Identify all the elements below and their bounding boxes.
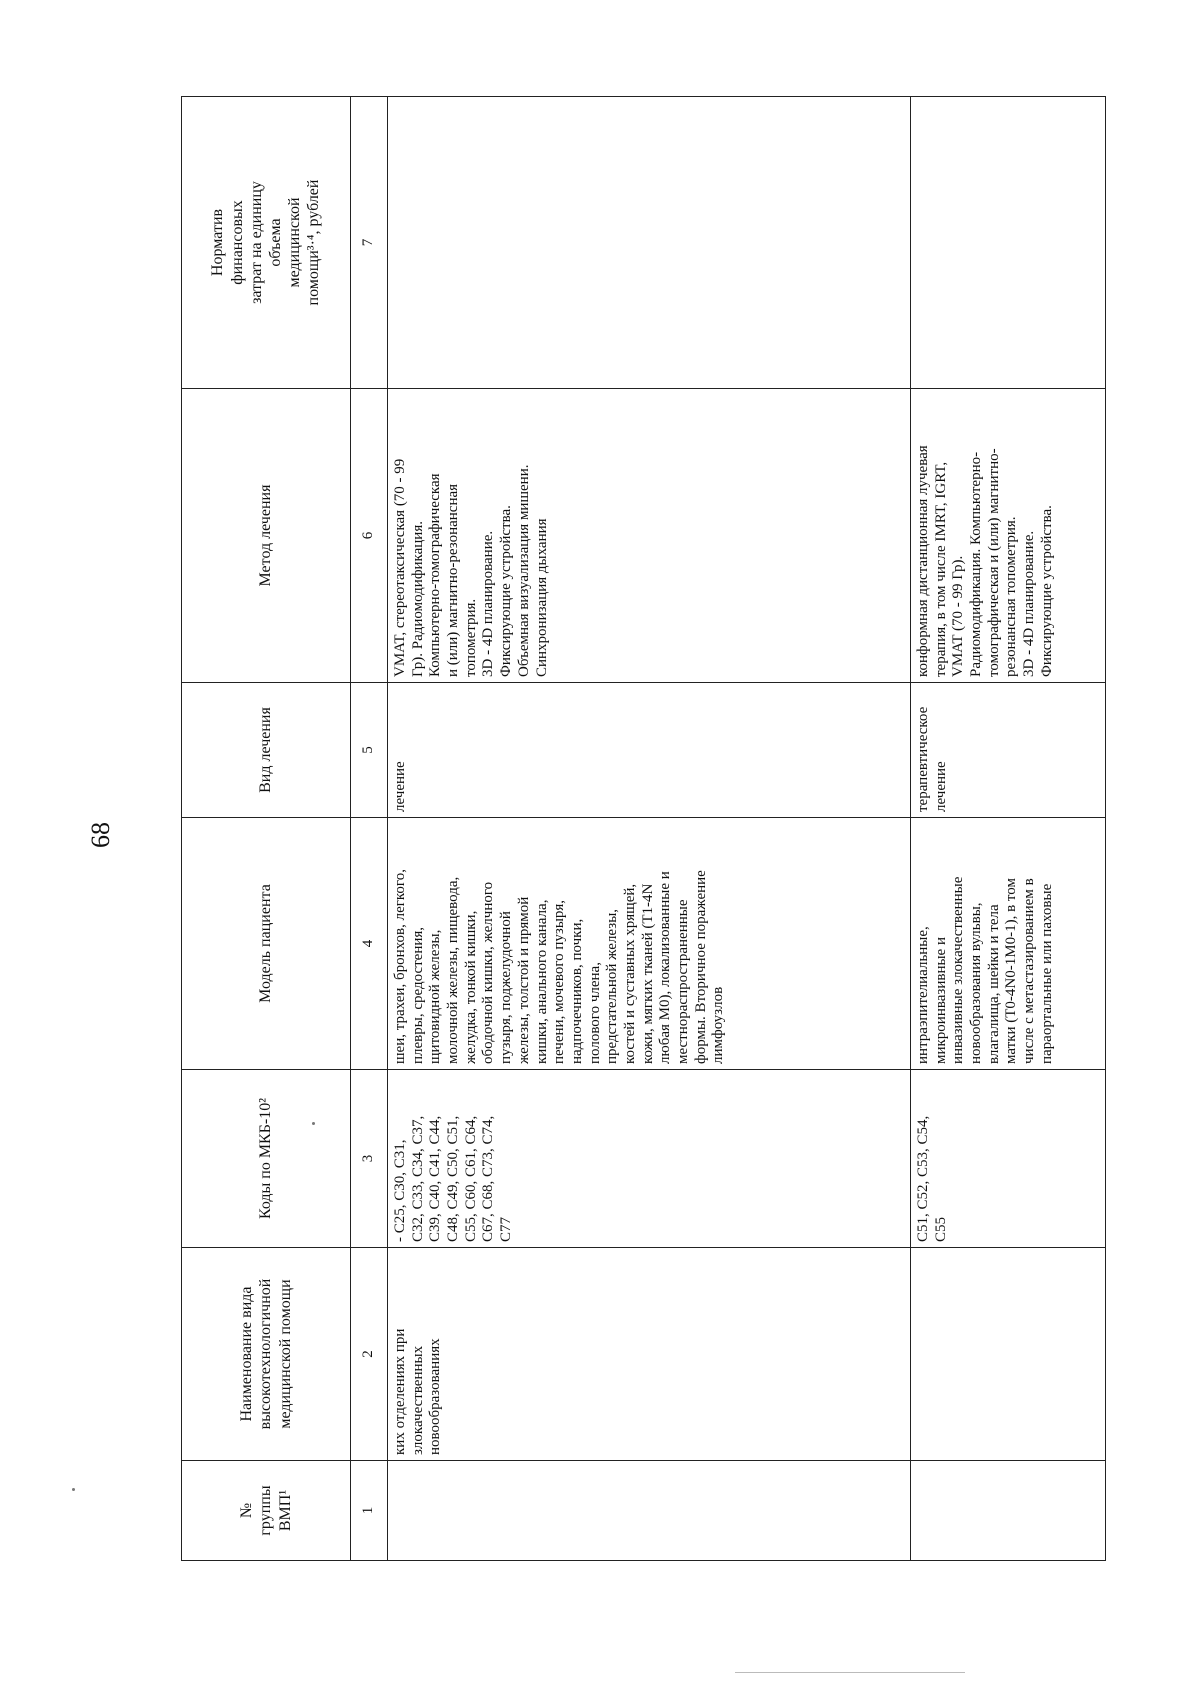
header-group-number: № группы ВМП¹ [182, 1461, 351, 1561]
page-number: 68 [86, 822, 115, 848]
scan-artifact-dot [72, 1488, 75, 1491]
header-treatment-type: Вид лечения [182, 683, 351, 818]
cell-vmp-name [911, 1248, 1106, 1461]
header-patient-model: Модель пациента [182, 818, 351, 1070]
cell-cost [388, 97, 911, 389]
column-number: 2 [351, 1248, 388, 1461]
cell-patient-model: шеи, трахеи, бронхов, легкого, плевры, средостения, щитовидной железы, молочной железы, пищевода, желудка, тонкой кишки, ободочной кишки, желчного пузыря, поджелудочной железы, толстой и прямой кишки, анального канала, печени, мочевого пузыря, надпочечников, почки, полового члена, предстательной железы, костей и суставных хрящей, кожи, мягких тканей (T1-4N любая M0), локализованные и местнораспространенные формы. Вторичное поражение лимфоузлов [388, 818, 911, 1070]
header-vmp-name: Наименование вида высокотехнологичной медицинской помощи [182, 1248, 351, 1461]
rotated-table-container [181, 97, 1106, 1561]
column-number: 1 [351, 1461, 388, 1561]
cell-icd-codes: - C25, C30, C31, C32, C33, C34, C37, C39, C40, C41, C44, C48, C49, C50, C51, C55, C60, C61, C64, C67, C68, C73, C74, C77 [388, 1070, 911, 1248]
header-treatment-method: Метод лечения [182, 389, 351, 683]
cell-treatment-type: лечение [388, 683, 911, 818]
column-number-row [351, 97, 388, 1561]
table-row [911, 97, 1106, 1561]
cell-group [388, 1461, 911, 1561]
scan-artifact-dot [312, 1122, 315, 1125]
column-number: 7 [351, 97, 388, 389]
cell-icd-codes: C51, C52, C53, C54, C55 [911, 1070, 1106, 1248]
cell-vmp-name: ких отделениях при злокачественных новообразованиях [388, 1248, 911, 1461]
cell-treatment-method: конформная дистанционная лучевая терапия, в том числе IMRT, IGRT, VMAT (70 - 99 Гр). Радиомодификация. Компьютерно- томографическая и (или) магнитно- резонансная топометрия. 3D - 4D планирование. Фиксирующие устройства. [911, 389, 1106, 683]
header-icd-codes: Коды по МКБ-10² [182, 1070, 351, 1248]
cell-patient-model: интраэпителиальные, микроинвазивные и инвазивные злокачественные новообразования вульвы, влагалища, шейки и тела матки (T0-4N0-1M0-1), в том числе с метастазированием в параортальные или паховые [911, 818, 1106, 1070]
table-row [388, 97, 911, 1561]
header-row [182, 97, 351, 1561]
cell-group [911, 1461, 1106, 1561]
header-cost-standard: Норматив финансовых затрат на единицу объема медицинской помощи³·⁴, рублей [182, 97, 351, 389]
column-number: 5 [351, 683, 388, 818]
column-number: 3 [351, 1070, 388, 1248]
vmp-table [181, 96, 1106, 1561]
cell-treatment-type: терапевтическое лечение [911, 683, 1106, 818]
column-number: 4 [351, 818, 388, 1070]
scan-artifact-line [735, 1672, 965, 1673]
cell-cost [911, 97, 1106, 389]
column-number: 6 [351, 389, 388, 683]
cell-treatment-method: VMAT, стереотаксическая (70 - 99 Гр). Радиомодификация. Компьютерно-томографическая и (или) магнитно-резонансная топометрия. 3D - 4D планирование. Фиксирующие устройства. Объемная визуализация мишени. Синхронизация дыхания [388, 389, 911, 683]
